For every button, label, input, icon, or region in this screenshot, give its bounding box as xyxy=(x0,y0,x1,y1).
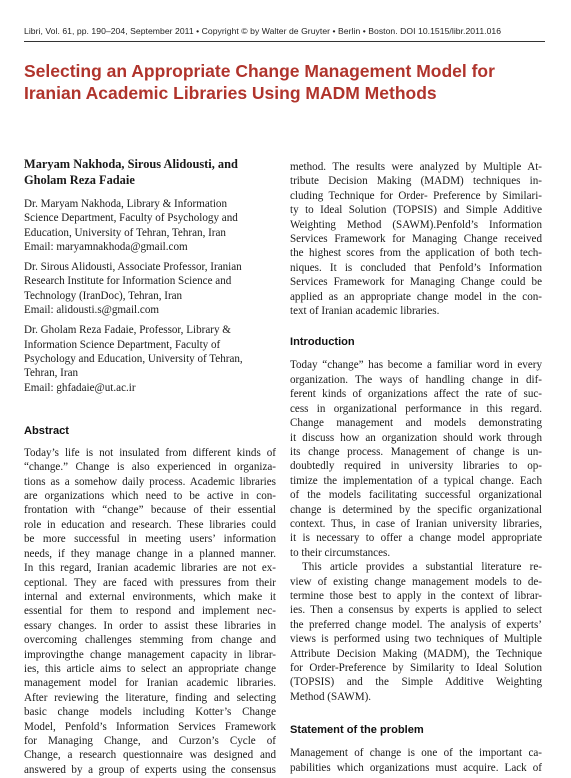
affiliation-line: Technology (IranDoc), Tehran, Iran xyxy=(24,289,183,302)
text-line: views is performed using two techniques of Multiple xyxy=(290,633,542,646)
title-line-1: Selecting an Appropriate Change Management Model for xyxy=(24,61,495,81)
text-line: the highest scores from the application of both tech- xyxy=(290,247,542,260)
text-line: Services Framework for Managing Change could be xyxy=(290,276,542,289)
problem-statement-heading: Statement of the problem xyxy=(290,724,424,737)
text-line: niques. It is concluded that Penfold’s Information xyxy=(290,261,542,274)
text-line: Change, a research questionnaire was designed and xyxy=(24,749,276,762)
text-line: role in education and research. These libraries could xyxy=(24,518,276,531)
text-line: the preferred change model. The analysis of experts’ xyxy=(290,618,542,631)
text-line: text of Iranian academic libraries. xyxy=(290,305,440,318)
text-line: “change.” Change is also experienced in organiza- xyxy=(24,461,276,474)
affiliation-line: Psychology and Education, University of Tehran, xyxy=(24,352,243,365)
text-line: basic change models including Kotter’s Change xyxy=(24,706,276,719)
text-line: Method (SAWM). xyxy=(290,690,372,703)
affiliation-email: Email: alidousti.s@gmail.com xyxy=(24,304,160,317)
text-line: improvingthe change management capacity in librar- xyxy=(24,648,276,661)
text-line: ty to Ideal Solution (TOPSIS) and Simple Additive xyxy=(290,204,542,217)
text-line: its change process. Management of change is un- xyxy=(290,445,542,458)
text-line: view of existing change management models to de- xyxy=(290,575,542,588)
affiliation-nakhoda xyxy=(24,197,276,254)
text-line: context. Thus, in case of Iranian university libraries, xyxy=(290,517,542,530)
text-line: internal and external environments, which make it xyxy=(24,590,276,603)
text-line: answered by a group of experts using the consensus xyxy=(24,763,276,776)
affiliation-line: Science Department, Faculty of Psychology and xyxy=(24,212,238,225)
text-line: for Order-Preference by Similarity to Ideal Solution xyxy=(290,662,542,674)
abstract-continued xyxy=(290,160,542,318)
text-line: overcoming challenges stemming from change and xyxy=(24,634,276,647)
text-line: termine those best to apply in the context of librar- xyxy=(290,589,542,602)
affiliation-email: Email: maryamnakhoda@gmail.com xyxy=(24,240,188,253)
text-line: ies, this article aims to select an appropriate change xyxy=(24,662,276,675)
affiliation-line: Research Institute for Information Science and xyxy=(24,275,232,288)
text-line: are organizations which need to be active in con- xyxy=(24,490,276,503)
text-line: ferent kinds of organizations affect the rate of suc- xyxy=(290,388,542,401)
text-line: Today “change” has become a familiar word in every xyxy=(290,359,542,372)
text-line: essary changes. In order to assist these libraries in xyxy=(24,619,276,632)
text-line: essential for them to respond and implement nec- xyxy=(24,605,276,618)
affiliation-line: Information Science Department, Faculty of xyxy=(24,338,221,351)
text-line: Today’s life is not insulated from different kinds of xyxy=(24,446,276,459)
affiliation-line: Education, University of Tehran, Tehran, Iran xyxy=(24,226,226,239)
text-line: Change management and models demonstrating xyxy=(290,417,542,430)
authors-line-1: Maryam Nakhoda, Sirous Alidousti, and xyxy=(24,157,238,171)
right-column xyxy=(290,160,542,775)
text-line: for Managing Change, and Curzon’s Cycle of xyxy=(24,734,276,747)
text-line: ceptional. They are faced with pressures from their xyxy=(24,576,276,589)
title-line-2: Iranian Academic Libraries Using MADM Methods xyxy=(24,83,437,103)
text-line: method. The results were analyzed by Multiple At- xyxy=(290,161,542,173)
affiliation-line: Tehran, Iran xyxy=(24,367,79,380)
text-line: This article provides a substantial literature re- xyxy=(302,561,542,574)
problem-statement-body xyxy=(290,746,542,775)
text-line: Management of change is one of the important ca- xyxy=(290,747,542,760)
text-line: needs, if they manage change in a planned manner. xyxy=(24,547,276,560)
text-line: Services Framework for Managing Change received xyxy=(290,233,542,246)
introduction-paragraph-1 xyxy=(290,358,542,560)
text-line: it discuss how an organization should work through xyxy=(290,431,542,444)
text-line: be more successful in meeting users’ information xyxy=(24,533,276,546)
text-line: tions as a somehow daily process. Academic libraries xyxy=(24,475,276,488)
affiliation-line: Dr. Gholam Reza Fadaie, Professor, Library & xyxy=(24,324,231,337)
article-title xyxy=(24,60,554,104)
text-line: to their circumstances. xyxy=(290,546,391,559)
text-line: doubtedly required in university libraries to op- xyxy=(290,460,542,473)
affiliation-line: Dr. Maryam Nakhoda, Library & Information xyxy=(24,198,228,210)
introduction-paragraph-2 xyxy=(290,560,542,704)
text-line: organization. The ways of handling change in dif- xyxy=(290,373,542,386)
affiliation-line: Dr. Sirous Alidousti, Associate Professor, Iranian xyxy=(24,261,242,274)
introduction-heading: Introduction xyxy=(290,336,355,349)
text-line: Attribute Decision Making (MADM), the Technique xyxy=(290,647,542,660)
abstract-heading: Abstract xyxy=(24,424,70,437)
text-line: management model for Iranian academic libraries. xyxy=(24,677,276,690)
text-line: In this regard, Iranian academic libraries are not ex- xyxy=(24,562,276,575)
affiliation-email: Email: ghfadaie@ut.ac.ir xyxy=(24,381,136,394)
text-line: frontation with “change” because of their essential xyxy=(24,504,276,517)
text-line: tribute Decision Making (MADM) techniques in- xyxy=(290,175,542,188)
text-line: (TOPSIS) and the Simple Additive Weighting xyxy=(290,676,542,689)
text-line: cluding Technique for Order- Preference by Similari- xyxy=(290,189,542,202)
affiliation-fadaie xyxy=(24,323,276,394)
header-rule xyxy=(24,41,545,42)
text-line: After reviewing the literature, finding and selecting xyxy=(24,691,276,704)
text-line: cess in organizational performance in this regard. xyxy=(290,402,542,415)
text-line: change is determined by the specific organizational xyxy=(290,503,542,516)
text-line: it is necessary to offer a change model appropriate xyxy=(290,532,542,545)
text-line: timize the implementation of a typical change. Each xyxy=(290,474,542,487)
text-line: pabilities which organizations must acquire. Lack of xyxy=(290,761,542,774)
journal-citation-header: Libri, Vol. 61, pp. 190–204, September 2011 • Copyright © by Walter de Gruyter • Berlin • Boston. DOI 10.1515/libr.2011.016 xyxy=(24,26,502,36)
text-line: Weighting Method (SAWM).Penfold’s Information xyxy=(290,218,542,231)
authors-line-2: Gholam Reza Fadaie xyxy=(24,173,135,187)
author-names xyxy=(24,156,276,188)
text-line: Model, Penfold’s Information Services Framework xyxy=(24,720,276,733)
abstract-body xyxy=(24,446,276,777)
affiliation-alidousti xyxy=(24,260,276,317)
text-line: of the models facilitating successful organizational xyxy=(290,489,542,502)
text-line: ies. Then a consensus by experts is applied to select xyxy=(290,604,542,617)
left-column xyxy=(24,156,276,777)
text-line: applied as an appropriate change model in the con- xyxy=(290,290,542,303)
